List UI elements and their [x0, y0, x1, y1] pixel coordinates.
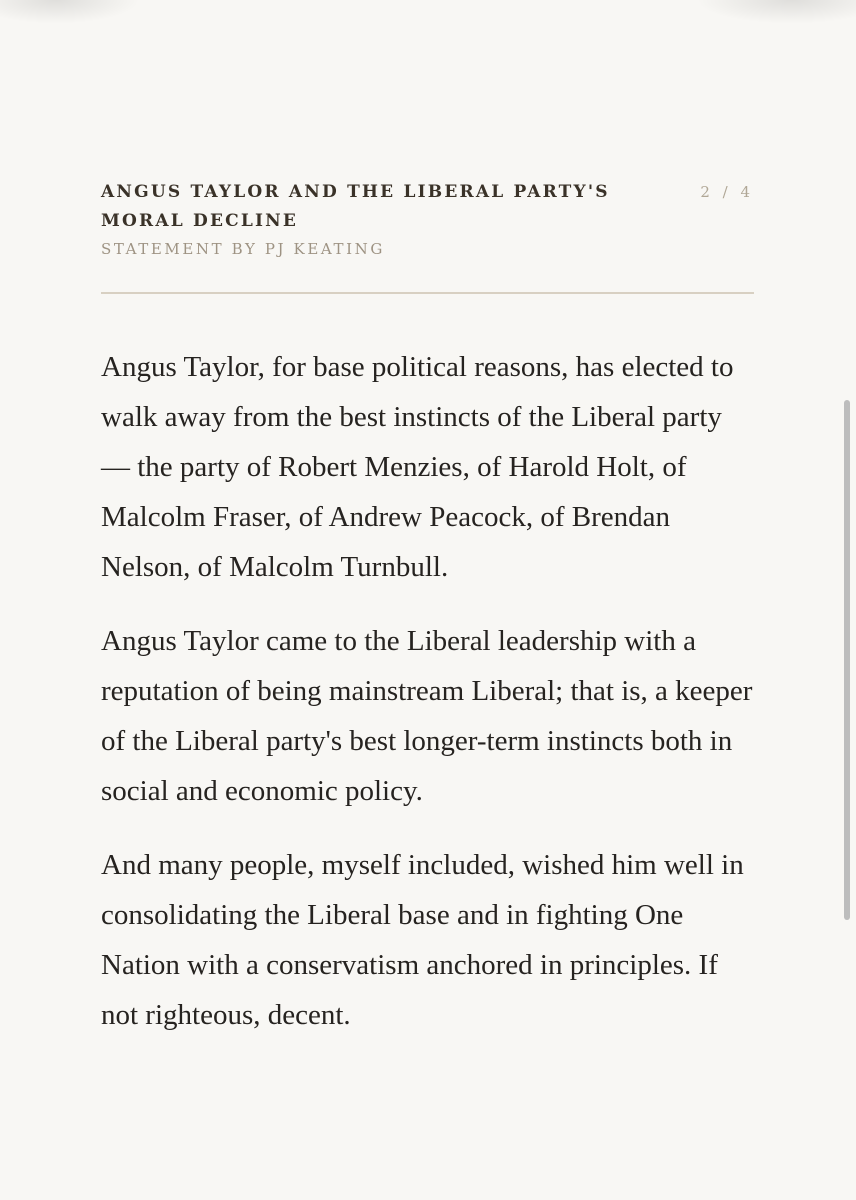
page-counter: 2 / 4 [700, 183, 754, 201]
paragraph-1: Angus Taylor, for base political reasons, has elected to walk away from the best instincts of the Liberal party — the party of Robert Menzies, of Harold Holt, of Malcolm Fraser, of Andrew Peacock, of Brendan Nelson, of Malcolm Turnbull. [101, 351, 734, 583]
document-title: ANGUS TAYLOR AND THE LIBERAL PARTY'S MORAL DECLINE [101, 182, 610, 231]
document-header [101, 178, 754, 260]
top-right-shadow [696, 0, 856, 24]
paragraph-2: Angus Taylor came to the Liberal leadership with a reputation of being mainstream Liberal; that is, a keeper of the Liberal party's best longer-term instincts both in social and economic policy. [101, 625, 753, 807]
paragraph-3: And many people, myself included, wished him well in consolidating the Liberal base and in fighting One Nation with a conservatism anchored in principles. If not righteous, decent. [101, 849, 744, 1031]
document-subtitle: STATEMENT BY PJ KEATING [101, 240, 385, 258]
header-divider [101, 292, 754, 294]
vertical-scrollbar[interactable] [844, 400, 850, 920]
document-body [101, 342, 754, 1040]
document-page [101, 178, 754, 1064]
top-left-shadow [0, 0, 140, 24]
